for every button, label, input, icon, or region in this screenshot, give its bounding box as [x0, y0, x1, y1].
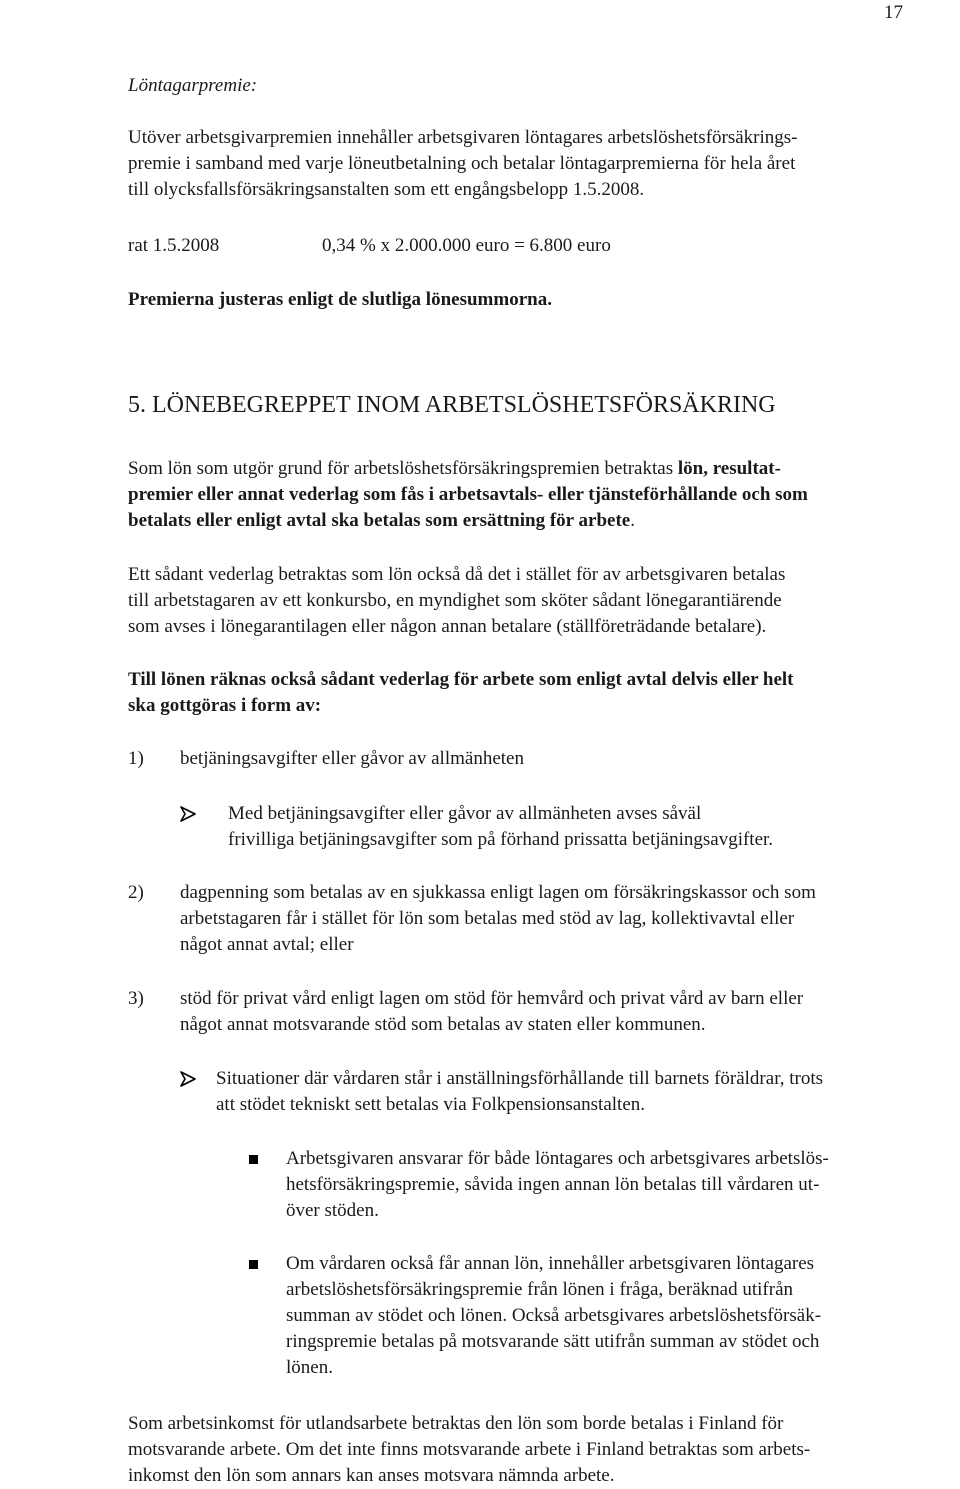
bullet-text: arbetslöshetsförsäkringspremie från lönen i fråga, beräknad utifrån [286, 1279, 793, 1300]
p1-end-text: . [630, 510, 635, 531]
list-item-text: stöd för privat vård enligt lagen om stöd för hemvård och privat vård av barn eller [180, 988, 804, 1009]
p2-line: Ett sådant vederlag betraktas som lön också då det i stället för av arbetsgivaren betalas [128, 564, 786, 585]
p1-normal-text: Som lön som utgör grund för arbetslöshetsförsäkringspremien betraktas [128, 458, 678, 479]
bullet-text: summan av stödet och lönen. Också arbetsgivares arbetslöshetsförsäk- [286, 1305, 822, 1326]
sub-item-text: att stödet tekniskt sett betalas via Folkpensionsanstalten. [216, 1094, 646, 1115]
square-bullet-icon [249, 1155, 258, 1164]
list-item-text: något annat avtal; eller [180, 934, 354, 955]
intro-line: premie i samband med varje löneutbetalning och betalar löntagarpremierna för hela året [128, 153, 796, 174]
intro-line: Utöver arbetsgivarpremien innehåller arbetsgivaren löntagares arbetslöshetsförsäkrings- [128, 127, 798, 148]
page-number: 17 [884, 2, 903, 23]
p1-bold-text: lön, resultat- [677, 458, 781, 479]
adjust-note: Premierna justeras enligt de slutliga lönesummorna. [128, 289, 552, 310]
p1-bold-text: betalats eller enligt avtal ska betalas som ersättning för arbete [128, 510, 631, 531]
section-title: 5. LÖNEBEGREPPET INOM ARBETSLÖSHETSFÖRSÄKRING [128, 392, 776, 418]
list-number: 1) [128, 748, 144, 769]
bullet-text: Om vårdaren också får annan lön, innehåller arbetsgivaren löntagares [286, 1253, 815, 1274]
section-subheading: Löntagarpremie: [128, 75, 258, 96]
sub-item-text: Med betjäningsavgifter eller gåvor av allmänheten avses såväl [228, 803, 702, 824]
list-number: 3) [128, 988, 144, 1009]
final-line: Som arbetsinkomst för utlandsarbete betraktas den lön som borde betalas i Finland för [128, 1413, 784, 1434]
list-number: 2) [128, 882, 144, 903]
list-item-text: något annat motsvarande stöd som betalas av staten eller kommunen. [180, 1014, 706, 1035]
sub-item-text: Situationer där vårdaren står i anställningsförhållande till barnets föräldrar, trots [216, 1068, 824, 1089]
final-line: motsvarande arbete. Om det inte finns motsvarande arbete i Finland betraktas som arbets- [128, 1439, 811, 1460]
p1-line: premier eller annat vederlag som fås i arbetsavtals- eller tjänsteförhållande och som [128, 484, 808, 505]
p2-line: som avses i lönegarantilagen eller någon annan betalare (ställföreträdande betalare). [128, 616, 767, 637]
bullet-text: hetsförsäkringspremie, såvida ingen annan lön betalas till vårdaren ut- [286, 1174, 820, 1195]
list-item-text: arbetstagaren får i stället för lön som betalas med stöd av lag, kollektivavtal eller [180, 908, 795, 929]
arrow-bullet-icon [180, 1071, 196, 1087]
bullet-text: över stöden. [286, 1200, 379, 1221]
p3-line: Till lönen räknas också sådant vederlag för arbete som enligt avtal delvis eller helt [128, 669, 794, 690]
p2-line: till arbetstagaren av ett konkursbo, en myndighet som sköter sådant lönegarantiärende [128, 590, 782, 611]
list-item-text: dagpenning som betalas av en sjukkassa enligt lagen om försäkringskassor och som [180, 882, 816, 903]
rate-label: rat 1.5.2008 [128, 235, 220, 256]
p3-line: ska gottgöras i form av: [128, 695, 322, 716]
rate-formula: 0,34 % x 2.000.000 euro = 6.800 euro [322, 235, 611, 256]
p1-line [128, 508, 635, 534]
arrow-bullet-icon [180, 806, 196, 822]
bullet-text: Arbetsgivaren ansvarar för både löntagares och arbetsgivares arbetslös- [286, 1148, 829, 1169]
list-item-text: betjäningsavgifter eller gåvor av allmänheten [180, 748, 524, 769]
bullet-text: lönen. [286, 1357, 333, 1378]
p1-line [128, 456, 781, 482]
final-line: inkomst den lön som annars kan anses motsvara nämnda arbete. [128, 1465, 615, 1486]
intro-line: till olycksfallsförsäkringsanstalten som ett engångsbelopp 1.5.2008. [128, 179, 645, 200]
square-bullet-icon [249, 1260, 258, 1269]
sub-item-text: frivilliga betjäningsavgifter som på förhand prissatta betjäningsavgifter. [228, 829, 774, 850]
bullet-text: ringspremie betalas på motsvarande sätt utifrån summan av stödet och [286, 1331, 820, 1352]
